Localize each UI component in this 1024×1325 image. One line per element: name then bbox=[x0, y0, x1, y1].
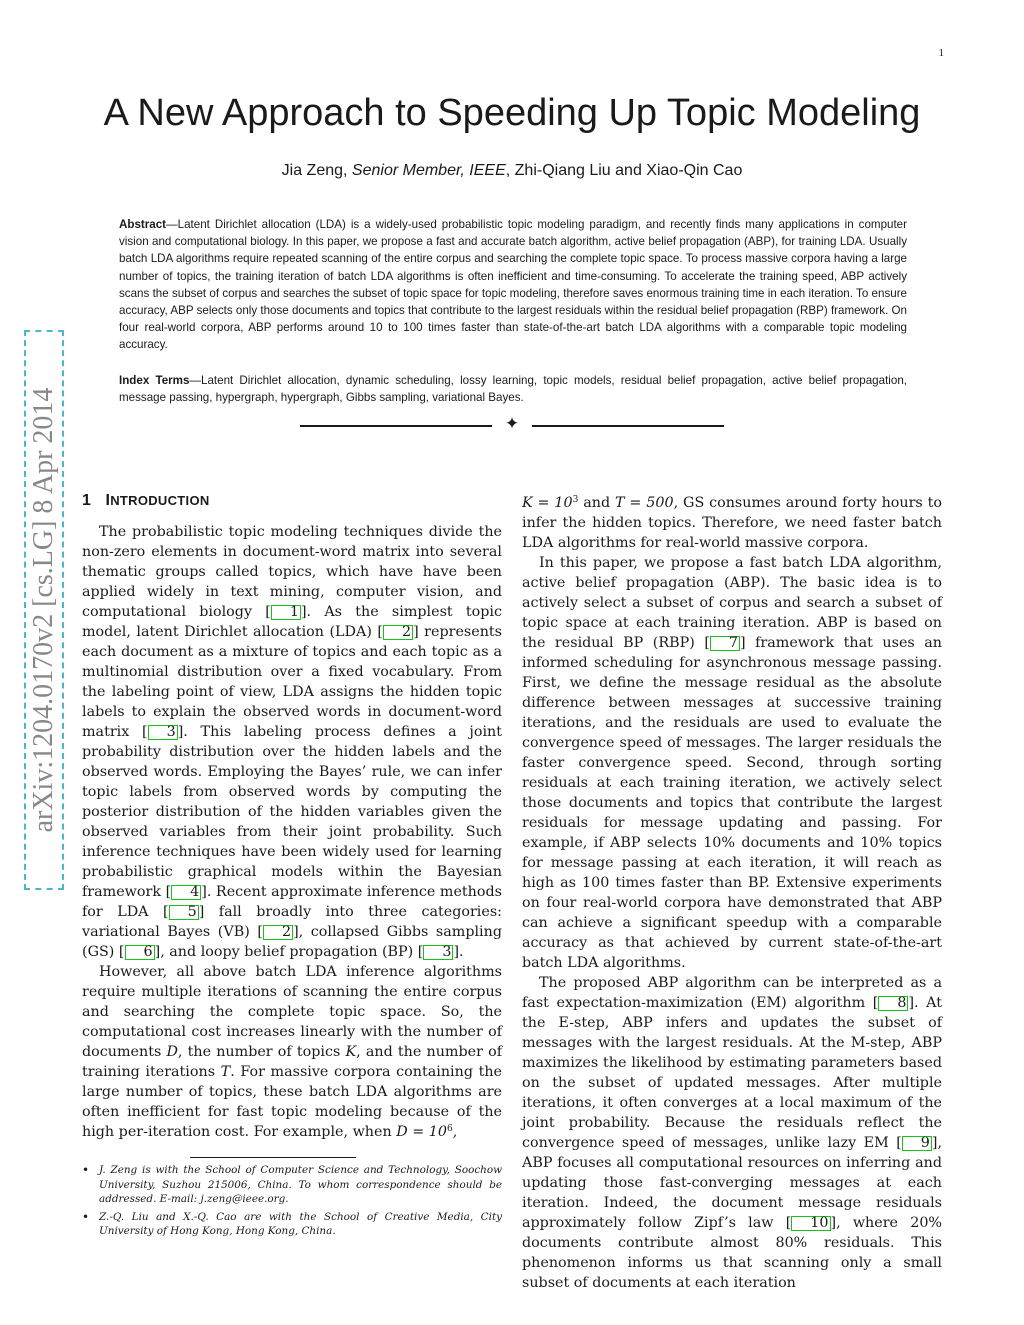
index-terms-label: Index Terms bbox=[119, 374, 190, 387]
math-symbol: T = 500 bbox=[615, 495, 674, 511]
section-heading bbox=[82, 492, 210, 510]
citation-link[interactable]: 6 bbox=[125, 945, 155, 960]
citation-link[interactable]: 3 bbox=[148, 725, 178, 740]
left-column bbox=[82, 522, 502, 1142]
math-symbol: T bbox=[220, 1064, 231, 1080]
section-number: 1 bbox=[82, 492, 92, 509]
text-run: . bbox=[459, 944, 464, 960]
citation-link[interactable]: 3 bbox=[423, 945, 453, 960]
paper-title: A New Approach to Speeding Up Topic Modeling bbox=[103, 92, 921, 134]
right-column bbox=[522, 493, 942, 1293]
author-rest: , Zhi-Qiang Liu and Xiao-Qin Cao bbox=[505, 162, 743, 179]
section-first-letter: I bbox=[105, 492, 111, 509]
footnotes bbox=[82, 1163, 502, 1242]
author-line bbox=[60, 162, 964, 180]
page-number: 1 bbox=[938, 47, 944, 59]
divider-diamond-icon: ✦ bbox=[504, 414, 520, 434]
text-run: , and loopy belief propagation (BP) bbox=[160, 944, 418, 960]
text-run: and bbox=[578, 495, 616, 511]
text-run: . Recent approximate inference methods for LDA bbox=[82, 884, 502, 920]
citation-link[interactable]: 7 bbox=[710, 636, 740, 651]
abstract-text: —Latent Dirichlet allocation (LDA) is a widely-used probabilistic topic modeling paradigm, and recently finds many applications in computer vision and computational biology. In this paper, we propose a fast and accurate batch algorithm, active belief propagation (ABP), for training LDA. Usually batch LDA algorithms require repeated scanning of the entire corpus and searching the complete topic space. To process massive corpora having a large number of topics, the training iteration of batch LDA algorithms is often inefficient and time-consuming. To accelerate the training speed, ABP actively scans the subset of corpus and searches the subset of topic space for topic modeling, therefore saves enormous training time in each iteration. To ensure accuracy, ABP selects only those documents and topics that contribute to the largest residuals within the residual belief propagation (RBP) framework. On four real-world corpora, ABP performs around 10 to 100 times faster than state-of-the-art batch LDA algorithms with a comparable topic modeling accuracy. bbox=[119, 218, 907, 352]
text-run: documents contribute almost bbox=[522, 1235, 776, 1251]
text-run: fall broadly into three categories: variational Bayes (VB) bbox=[82, 904, 502, 940]
math-value: 10% bbox=[703, 835, 735, 851]
footnote-rule bbox=[190, 1157, 356, 1158]
text-run: , bbox=[452, 1124, 458, 1140]
text-run: documents and bbox=[734, 835, 861, 851]
text-run: However, all above batch LDA inference algorithms require multiple iterations of scanning the entire corpus and searching the complete topic space. So, the computational cost increases linearly with the number of documents bbox=[82, 964, 502, 1060]
text-run: , the number of topics bbox=[177, 1044, 346, 1060]
math-exponent: 3 bbox=[572, 495, 579, 505]
citation-link[interactable]: 8 bbox=[878, 996, 908, 1011]
text-run: residuals. This phenomenon informs us that scanning only a small subset of documents at each iteration bbox=[522, 1235, 942, 1291]
math-symbol: D bbox=[166, 1044, 178, 1060]
text-run: times faster than BP. Extensive experiments on four real-world corpora have demonstrated that ABP can achieve a significant speedup with a comparable accuracy as that achieved by current state-of-the-art batch LDA algorithms. bbox=[522, 875, 942, 971]
math-value: 10% bbox=[860, 835, 893, 851]
citation-link[interactable]: 2 bbox=[263, 925, 293, 940]
math-value: 80% bbox=[775, 1235, 808, 1251]
citation-link[interactable]: 4 bbox=[171, 885, 201, 900]
math-symbol: K bbox=[345, 1044, 357, 1060]
divider-line-right bbox=[532, 425, 724, 427]
text-run: , and the number of training iterations bbox=[82, 1044, 502, 1080]
math-symbol: D = 10 bbox=[396, 1124, 447, 1140]
text-run: . At the E-step, ABP infers and updates the subset of messages with the largest residuals. At the M-step, ABP maximizes the likelihood by estimating parameters based on the subset of updated messages. After multiple iterations, it often converges at a local maximum of the joint probability. Because the residuals reflect the convergence speed of messages, unlike lazy EM bbox=[522, 995, 942, 1151]
citation-link[interactable]: 10 bbox=[791, 1216, 830, 1231]
text-run: , ABP focuses all computational resources on inferring and updating those fast-converging messages at each iteration. Indeed, the document message residuals approximately follow Zipf’s law bbox=[522, 1135, 942, 1231]
text-run: . This labeling process defines a joint probability distribution over the hidden labels and the observed words. Employing the Bayes’ rule, we can infer topic labels from observed words by computing the posterior distribution of the hidden variables given the observed variables from their joint probability. Such inference techniques have been widely used for learning probabilistic graphical models within the Bayesian framework bbox=[82, 724, 502, 900]
text-run: , collapsed Gibbs sampling (GS) bbox=[82, 924, 502, 960]
intro-paragraph-2 bbox=[82, 962, 502, 1142]
text-run: In this paper, we propose a fast batch LDA algorithm, active belief propagation (ABP). The basic idea is to actively select a subset of corpus and search a subset of topic space at each training iteration. ABP is based on the residual BP (RBP) bbox=[522, 555, 942, 651]
divider-line-left bbox=[300, 425, 492, 427]
arxiv-stamp[interactable] bbox=[24, 330, 64, 890]
math-exponent: 6 bbox=[446, 1124, 453, 1134]
math-value: 100 bbox=[582, 875, 610, 891]
citation-link[interactable]: 5 bbox=[169, 905, 199, 920]
intro-paragraph-5: The proposed ABP algorithm can be interpreted as a fast expectation-maximization (EM) algorithm [ 8 ]. At the E-step, ABP infers and updates the subset of messages with the largest residuals. At the M-step, ABP maximizes the likelihood by estimating parameters based on the subset of updated messages. After multiple iterations, it often converges at a local maximum of the joint probability. Because the residuals reflect the convergence speed of messages, unlike lazy EM [ 9 ], ABP focuses all computational resources on inferring and updating those fast-converging messages at each iteration. Indeed, the document message residuals approximately follow Zipf’s law [ 10 ], where 20% documents contribute almost 80% residuals. This phenomenon informs us that scanning only a small subset of documents at each iteration bbox=[522, 975, 942, 1291]
index-terms-text: —Latent Dirichlet allocation, dynamic scheduling, lossy learning, topic models, residual belief propagation, active belief propagation, message passing, hypergraph, hypergraph, Gibbs sampling, variational Bayes. bbox=[119, 374, 907, 405]
text-run: The proposed ABP algorithm can be interpreted as a fast expectation-maximization (EM) algorithm bbox=[522, 975, 942, 1011]
citation-link[interactable]: 9 bbox=[902, 1136, 932, 1151]
text-run: topics for message passing at each iteration, it will reach as high as bbox=[522, 835, 942, 891]
abstract-label: Abstract bbox=[119, 218, 167, 231]
citation-link[interactable]: 1 bbox=[271, 605, 301, 620]
footnote-item: • J. Zeng is with the School of Computer Science and Technology, Soochow University, Suzhou 215006, China. To whom correspondence should be addressed. E-mail: j.zeng@ieee.org. bbox=[82, 1163, 502, 1207]
footnote-item: • Z.-Q. Liu and X.-Q. Cao are with the School of Creative Media, City University of Hong Kong, Hong Kong, China. bbox=[82, 1210, 502, 1239]
author-role: Senior Member, IEEE bbox=[351, 162, 506, 179]
section-divider bbox=[300, 414, 724, 434]
index-terms bbox=[119, 372, 907, 406]
text-run: framework that uses an informed scheduling for asynchronous message passing. First, we define the message residual as the absolute difference between messages at successive training iterations, and the residuals are used to evaluate the convergence speed of messages. The larger residuals the faster convergence speed. Second, through sorting residuals at each training iteration, we actively select those documents and topics that contribute the largest residuals for message updating and passing. For example, if ABP selects bbox=[522, 635, 942, 851]
text-run: The probabilistic topic modeling techniques divide the non-zero elements in document-word matrix into several thematic groups called topics, which have have been applied widely in text mining, computer vision, and computational biology bbox=[82, 524, 502, 620]
abstract bbox=[119, 216, 907, 354]
section-title-rest: NTRODUCTION bbox=[110, 493, 210, 508]
arxiv-identifier: arXiv:1204.0170v2 [cs.LG] 8 Apr 2014 bbox=[28, 387, 59, 833]
text-run: , GS consumes around forty hours to infer the hidden topics. Therefore, we need faster batch LDA algorithms for real-world massive corpora. bbox=[522, 495, 942, 551]
citation-link[interactable]: 2 bbox=[383, 625, 413, 640]
intro-paragraph-4: In this paper, we propose a fast batch LDA algorithm, active belief propagation (ABP). The basic idea is to actively select a subset of corpus and search a subset of topic space at each training iteration. ABP is based on the residual BP (RBP) [ 7 ] framework that uses an informed scheduling for asynchronous message passing. First, we define the message residual as the absolute difference between messages at successive training iterations, and the residuals are used to evaluate the convergence speed of messages. The larger residuals the faster convergence speed. Second, through sorting residuals at each training iteration, we actively select those documents and topics that contribute the largest residuals for message updating and passing. For example, if ABP selects 10% documents and 10% topics for message passing at each iteration, it will reach as high as 100 times faster than BP. Extensive experiments on four real-world corpora have demonstrated that ABP can achieve a significant speedup with a comparable accuracy as that achieved by current state-of-the-art batch LDA algorithms. bbox=[522, 555, 942, 971]
text-run: . As the simplest topic model, latent Dirichlet allocation (LDA) bbox=[82, 604, 502, 640]
text-run: . For massive corpora containing the large number of topics, these batch LDA algorithms are often inefficient for fast topic modeling because of the high per-iteration cost. For example, when bbox=[82, 1064, 502, 1140]
intro-paragraph-1: The probabilistic topic modeling techniques divide the non-zero elements in document-word matrix into several thematic groups called topics, which have have been applied widely in text mining, computer vision, and computational biology [ 1 ]. As the simplest topic model, latent Dirichlet allocation (LDA) [ 2 ] represents each document as a mixture of topics and each topic as a multinomial distribution over a fixed vocabulary. From the labeling point of view, LDA assigns the hidden topic labels to explain the observed words in document-word matrix [ 3 ]. This labeling process defines a joint probability distribution over the hidden labels and the observed words. Employing the Bayes’ rule, we can infer topic labels from observed words by computing the posterior distribution of the hidden variables given the observed variables from their joint probability. Such inference techniques have been widely used for learning probabilistic graphical models within the Bayesian framework [ 4 ]. Recent approximate inference methods for LDA [ 5 ] fall broadly into three categories: variational Bayes (VB) [ 2 ], collapsed Gibbs sampling (GS) [ 6 ], and loopy belief propagation (BP) [ 3 ]. bbox=[82, 524, 503, 960]
text-run: , where bbox=[836, 1215, 911, 1231]
text-run: represents each document as a mixture of topics and each topic as a multinomial distribution over a fixed vocabulary. From the labeling point of view, LDA assigns the hidden topic labels to explain the observed words in document-word matrix bbox=[82, 624, 503, 740]
math-value: 20% bbox=[910, 1215, 942, 1231]
author-first: Jia Zeng, bbox=[281, 162, 352, 179]
math-symbol: K = 10 bbox=[522, 495, 573, 511]
intro-paragraph-3 bbox=[522, 493, 942, 553]
